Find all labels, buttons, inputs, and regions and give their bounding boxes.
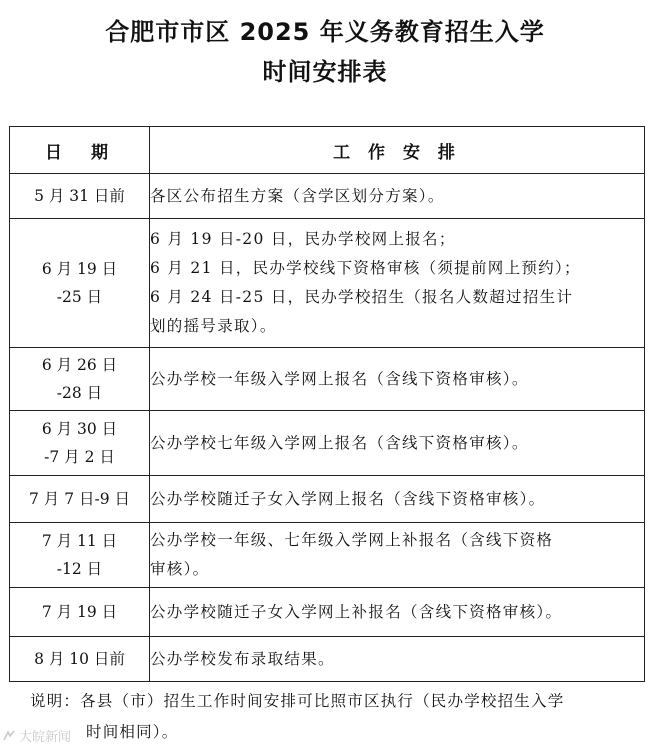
schedule-table bbox=[9, 126, 645, 682]
table-row bbox=[10, 476, 645, 523]
date-text: -28 日 bbox=[56, 384, 103, 402]
row-work-cell bbox=[150, 411, 645, 476]
footnote bbox=[30, 686, 630, 748]
work-text: 划的摇号录取）。 bbox=[150, 317, 277, 335]
row-work-cell bbox=[150, 348, 645, 411]
date-text: 6 月 19 日 bbox=[41, 260, 118, 278]
work-text: 公办学校一年级入学网上报名（含线下资格审核）。 bbox=[150, 369, 529, 388]
date-text: 6 月 26 日 bbox=[41, 356, 118, 374]
work-text: 公办学校七年级入学网上报名（含线下资格审核）。 bbox=[150, 433, 529, 452]
date-text: 7 月 19 日 bbox=[41, 603, 118, 621]
table-header-row bbox=[10, 127, 645, 174]
work-text: 公办学校随迁子女入学网上补报名（含线下资格审核）。 bbox=[150, 602, 563, 621]
row-work-cell bbox=[150, 219, 645, 348]
document-title-line1: 合肥市市区 2025 年义务教育招生入学 bbox=[105, 18, 545, 46]
work-text: 审核）。 bbox=[150, 560, 210, 578]
row-date-cell bbox=[10, 588, 150, 637]
row-date-cell bbox=[10, 476, 150, 523]
date-text: 7 月 7 日-9 日 bbox=[28, 490, 131, 508]
work-text: 6 月 21 日，民办学校线下资格审核（须提前网上预约）； bbox=[150, 259, 581, 277]
row-date-cell bbox=[10, 523, 150, 588]
row-work-cell bbox=[150, 523, 645, 588]
row-date-cell bbox=[10, 637, 150, 682]
table-row bbox=[10, 523, 645, 588]
date-text: 5 月 31 日前 bbox=[34, 187, 125, 205]
row-date-cell bbox=[10, 348, 150, 411]
watermark bbox=[2, 726, 71, 745]
table-row bbox=[10, 637, 645, 682]
table-row bbox=[10, 588, 645, 637]
row-work-cell bbox=[150, 476, 645, 523]
work-text: 公办学校发布录取结果。 bbox=[150, 649, 335, 668]
work-text: 6 月 24 日-25 日，民办学校招生（报名人数超过招生计 bbox=[150, 288, 574, 306]
watermark-text: 大皖新闻 bbox=[19, 730, 72, 745]
header-date: 日 期 bbox=[10, 127, 150, 174]
dawan-logo-icon bbox=[2, 729, 16, 743]
row-work-cell bbox=[150, 637, 645, 682]
row-work-cell bbox=[150, 174, 645, 219]
row-date-cell bbox=[10, 411, 150, 476]
date-text: -25 日 bbox=[56, 288, 103, 306]
table-row bbox=[10, 219, 645, 348]
work-text: 公办学校随迁子女入学网上报名（含线下资格审核）。 bbox=[150, 489, 546, 508]
row-date-cell bbox=[10, 174, 150, 219]
row-date-cell bbox=[10, 219, 150, 348]
date-text: 6 月 30 日 bbox=[41, 420, 118, 438]
row-work-cell bbox=[150, 588, 645, 637]
date-text: 8 月 10 日前 bbox=[34, 650, 125, 668]
date-text: -12 日 bbox=[56, 560, 103, 578]
table-row bbox=[10, 411, 645, 476]
work-text: 6 月 19 日-20 日，民办学校网上报名； bbox=[150, 230, 456, 248]
footnote-line1: 说明：各县（市）招生工作时间安排可比照市区执行（民办学校招生入学 bbox=[30, 692, 565, 710]
table-row bbox=[10, 348, 645, 411]
footnote-line2: 时间相同）。 bbox=[86, 723, 179, 741]
document-title-line2: 时间安排表 bbox=[262, 58, 388, 86]
work-text: 各区公布招生方案（含学区划分方案）。 bbox=[150, 186, 445, 205]
table-row bbox=[10, 174, 645, 219]
header-work: 工 作 安 排 bbox=[150, 127, 645, 174]
date-text: 7 月 11 日 bbox=[41, 532, 118, 550]
work-text: 公办学校一年级、七年级入学网上补报名（含线下资格 bbox=[150, 531, 554, 549]
date-text: -7 月 2 日 bbox=[44, 448, 115, 466]
